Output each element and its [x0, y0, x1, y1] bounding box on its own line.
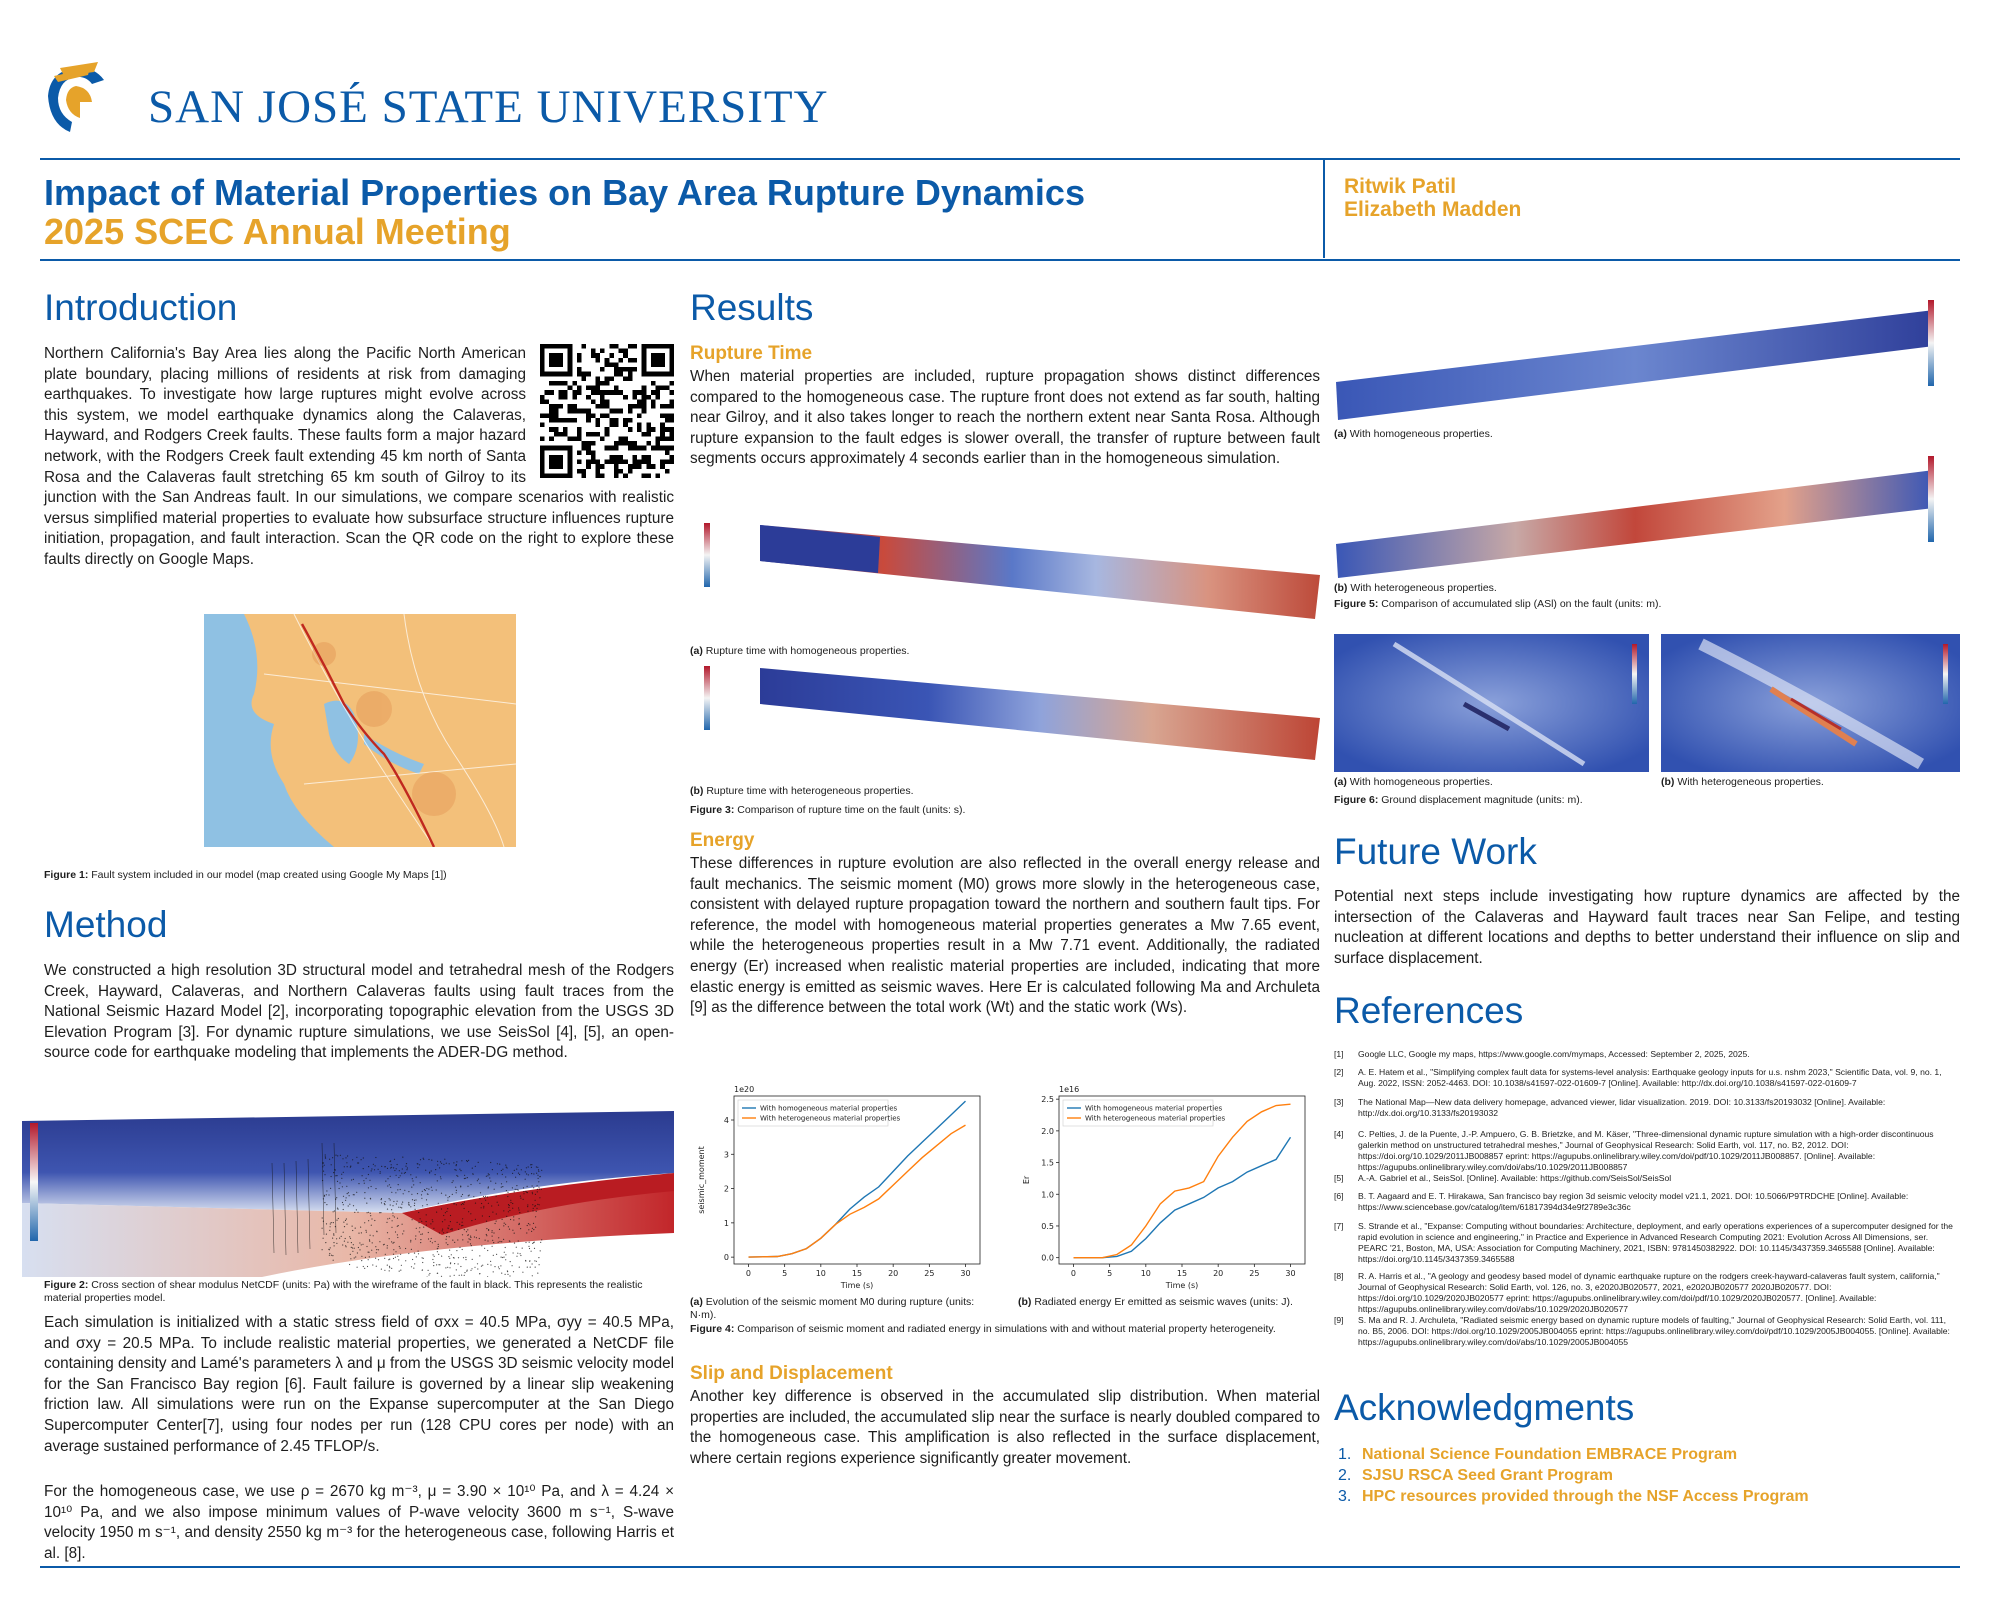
introduction-text: Northern California's Bay Area lies along the Pacific North American plate boundary, placing millions of residents at risk from damaging earthquakes. To investigate how large ruptures might evolve across this system, we model earthquake dynamics along the Calaveras, Hayward, and Rodgers Creek faults. These faults form a major hazard network, with the Rodgers Creek fault extending 45 km north of Santa Rosa and the Calaveras fault stretching 65 km south of Gilroy to its junction with the San Andreas fault. In our simulations, we compare scenarios with realistic versus simplified material properties to evaluate how subsurface structure influences rupture initiation, propagation, and fault interaction. Scan the QR code on the right to explore these faults directly on Google Maps. [44, 345, 674, 568]
rupture-time-homogeneous-plot [690, 515, 1320, 643]
author-2: Elizabeth Madden [1344, 198, 1522, 221]
x-tick-label: 20 [888, 1269, 899, 1278]
bay-area-map [204, 614, 516, 847]
seismic-moment-chart-svg [690, 1078, 990, 1296]
references-list [1334, 1049, 1960, 1375]
displacement-homogeneous-figure [1334, 634, 1649, 772]
rupture-time-heterogeneous-figure [690, 660, 1320, 778]
method-text-1: We constructed a high resolution 3D structural model and tetrahedral mesh of the Rodgers Creek, Hayward, Calaveras, and Northern Calaveras faults using fault traces from the National Seismic Hazard Model [2], incorporating topographic elevation from the USGS 3D Elevation Program [3]. For dynamic rupture simulations, we use SeisSol [4], [5], an open-source code for earthquake modeling that implements the ADER-DG method. [44, 962, 674, 1062]
references-heading: References [1334, 990, 1524, 1031]
figure-6a-caption: (a) With homogeneous properties. [1334, 776, 1493, 788]
reference-text: B. T. Aagaard and E. T. Hirakawa, San francisco bay region 3d seismic velocity model v21.1, 2021. DOI: 10.5066/P9TRDCHE [Online]. Available: https://www.sciencebase.gov/catalog/item/61817394d34e9f2789e3c36c [1358, 1191, 1909, 1212]
y-axis-label: Er [1022, 1175, 1031, 1185]
x-tick-label: 0 [1070, 1269, 1077, 1278]
slip-text: Another key difference is observed in the accumulated slip distribution. When material properties are included, the accumulated slip near the surface is nearly doubled compared to the homogeneous case. This amplification is also reflected in the surface displacement, where certain regions experience significantly greater movement. [690, 1388, 1320, 1467]
reference-number: [3] [1334, 1097, 1344, 1107]
displacement-homogeneous-plot [1334, 634, 1649, 772]
y-tick-label: 0 [723, 1253, 729, 1263]
displacement-heterogeneous-plot [1661, 634, 1960, 772]
footer-rule [40, 1566, 1960, 1568]
y-tick-label: 2.5 [1041, 1095, 1054, 1105]
reference-text: S. Strande et al., "Expanse: Computing without boundaries: Architecture, deployment, and early operations experiences of a supercomputer designed for the rapid evolution in science and engineering," in Practice and Experience in Advanced Research Computing 2021: Evolution Across All Dimensions, ser. PEARC '21, Boston, MA, USA: Association for Computing Machinery, 2021, ISBN: 9781450382922. DOI: 10.1145/3437359.3465588 [Online]. Available: https://doi.org/10.1145/3437359.3465588 [1358, 1221, 1953, 1264]
fault-map-figure [204, 614, 516, 847]
legend [1063, 1100, 1226, 1126]
reference-number: [8] [1334, 1271, 1344, 1281]
reference-text: Google LLC, Google my maps, https://www.google.com/mymaps, Accessed: September 2, 2025, 2025. [1358, 1049, 1750, 1059]
legend [738, 1100, 901, 1126]
reference-number: [2] [1334, 1067, 1344, 1077]
reference-text: R. A. Harris et al., "A geology and geodesy based model of dynamic earthquake rupture on the rodgers creek-hayward-calaveras fault system, california," Journal of Geophysical Research: Solid Earth, vol. 126, no. 3, e2020JB020577, 2021, e2020JB020577 2020JB020577. DOI: https://doi.org/10.1029/2020JB020577 eprint: https://agupubs.onlinelibrary.wiley.com/doi/pdf/10.1029/2020JB020577. [Online]. Available: https://agupubs.onlinelibrary.wiley.com/doi/abs/10.1029/2020JB020577 [1358, 1271, 1940, 1314]
header-rule-bottom [40, 259, 1960, 261]
rupture-time-text: When material properties are included, rupture propagation shows distinct differences compared to the homogeneous case. The rupture front does not extend as far south, halting near Gilroy, and it also takes longer to reach the northern extent near Santa Rosa. Although rupture expansion to the fault edges is slower overall, the transfer of rupture between fault segments occurs approximately 4 seconds earlier than in the homogeneous simulation. [690, 368, 1320, 468]
legend-entry: With heterogeneous material properties [1085, 1114, 1226, 1123]
slip-heading: Slip and Displacement [690, 1363, 893, 1384]
y-tick-label: 2 [723, 1184, 729, 1194]
scale-label: 1e16 [1059, 1085, 1080, 1094]
reference-item [1334, 1271, 1954, 1315]
y-tick-label: 1.5 [1041, 1158, 1054, 1168]
reference-number: [9] [1334, 1315, 1344, 1325]
x-tick-label: 5 [782, 1269, 788, 1278]
legend-entry: With homogeneous material properties [760, 1104, 898, 1113]
header-rule-top [40, 158, 1960, 160]
x-axis-label: Time (s) [840, 1281, 874, 1290]
figure-2-caption: Figure 2: Cross section of shear modulus NetCDF (units: Pa) with the wireframe of the fault in black. This represents the realistic material properties model. [44, 1279, 643, 1304]
figure-4a-caption: (a) Evolution of the seismic moment M0 during rupture (units: N·m). [690, 1296, 975, 1321]
y-tick-label: 0.0 [1041, 1253, 1054, 1263]
x-tick-label: 30 [960, 1269, 971, 1278]
figure-3a-caption: (a) Rupture time with homogeneous properties. [690, 645, 910, 657]
rupture-time-homogeneous-figure [690, 515, 1320, 643]
poster-subtitle: 2025 SCEC Annual Meeting [44, 211, 511, 252]
header-divider [1323, 160, 1325, 258]
acknowledgments-list [1338, 1444, 1809, 1507]
shear-modulus-figure [22, 1103, 674, 1277]
seismic-moment-chart [690, 1078, 990, 1296]
reference-number: [7] [1334, 1221, 1344, 1231]
figure-6-caption: Figure 6: Ground displacement magnitude (units: m). [1334, 794, 1583, 806]
figure-5a-caption: (a) With homogeneous properties. [1334, 428, 1493, 440]
x-tick-label: 15 [1176, 1269, 1188, 1278]
figure-5-caption: Figure 5: Comparison of accumulated slip (ASl) on the fault (units: m). [1334, 598, 1662, 610]
x-tick-label: 20 [1213, 1269, 1224, 1278]
figure-5b-caption: (b) With heterogeneous properties. [1334, 582, 1497, 594]
reference-text: S. Ma and R. J. Archuleta, "Radiated seismic energy based on dynamic rupture models of faulting," Journal of Geophysical Research: Solid Earth, vol. 111, no. B5, 2006. DOI: https://doi.org/10.1029/2005JB004055 eprint: https://agupubs.onlinelibrary.wiley.com/doi/pdf/10.1029/2005JB004055. [Online]. Available: https://agupubs.onlinelibrary.wiley.com/doi/abs/10.1029/2005JB004055 [1358, 1315, 1950, 1347]
x-tick-label: 30 [1285, 1269, 1296, 1278]
future-work-heading: Future Work [1334, 831, 1537, 872]
method-text-2: Each simulation is initialized with a static stress field of σxx = 40.5 MPa, σyy = 40.5 MPa, and σxy = 20.5 MPa. To include realistic material properties, we generated a NetCDF file containing density and Lamé's parameters λ and μ from the USGS 3D seismic velocity model for the San Francisco Bay region [6]. Fault failure is governed by a linear slip weakening friction law. All simulations were run on the Expanse supercomputer at the San Diego Supercomputer Center[7], using four nodes per run (128 CPU cores per node) with an average sustained performance of 2.45 TFLOP/s. [44, 1314, 674, 1455]
university-name: SAN JOSÉ STATE UNIVERSITY [148, 81, 829, 133]
reference-item [1334, 1315, 1954, 1348]
qr-code-icon [540, 344, 674, 478]
reference-number: [6] [1334, 1191, 1344, 1201]
author-1: Ritwik Patil [1344, 175, 1457, 198]
reference-item [1334, 1129, 1954, 1173]
energy-text: These differences in rupture evolution are also reflected in the overall energy release and fault mechanics. The seismic moment (M0) grows more slowly in the heterogeneous case, consistent with delayed rupture propagation toward the northern and southern fault tips. For reference, the model with homogeneous material properties generates a Mw 7.65 event, while the heterogeneous properties result in a Mw 7.71 event. Additionally, the radiated energy (Er) increased when realistic material properties are included, indicating that more elastic energy is emitted as seismic waves. Here Er is calculated following Ma and Archuleta [9] as the difference between the total work (Wt) and the static work (Ws). [690, 855, 1320, 1017]
qr-code[interactable] [540, 344, 674, 478]
reference-text: The National Map—New data delivery homepage, advanced viewer, lidar visualization. 2019. DOI: 10.3133/fs20193032 [Online]. Available: http://dx.doi.org/10.3133/fs20193032 [1358, 1097, 1886, 1118]
method-text-3: For the homogeneous case, we use ρ = 2670 kg m⁻³, μ = 3.90 × 10¹⁰ Pa, and λ = 4.24 × 10¹⁰ Pa, and we also impose minimum values of P-wave velocity 3600 m s⁻¹, S-wave velocity 1950 m s⁻¹, and density 2550 kg m⁻³ for the heterogeneous case, following Harris et al. [8]. [44, 1483, 674, 1562]
rupture-time-heading: Rupture Time [690, 343, 813, 364]
radiated-energy-chart-svg [1015, 1078, 1315, 1296]
reference-number: [4] [1334, 1129, 1344, 1139]
slip-heterogeneous-figure [1334, 452, 1960, 582]
slip-homogeneous-figure [1334, 296, 1960, 424]
radiated-energy-chart [1015, 1078, 1315, 1296]
acknowledgment-item: 3. HPC resources provided through the NSF Access Program [1338, 1488, 1809, 1505]
reference-text: C. Pelties, J. de la Puente, J.-P. Ampuero, G. B. Brietzke, and M. Käser, "Three-dimensional dynamic rupture simulation with a high-order discontinuous galerkin method on unstructured tetrahedral meshes," Journal of Geophysical Research: Solid Earth, vol. 117, no. B2, 2012. DOI: https://doi.org/10.1029/2011JB008857 eprint: https://agupubs.onlinelibrary.wiley.com/doi/pdf/10.1029/2011JB008857. [Online]. Available: https://agupubs.onlinelibrary.wiley.com/doi/abs/10.1029/2011JB008857 [1358, 1129, 1934, 1172]
energy-heading: Energy [690, 830, 755, 851]
y-tick-label: 3 [723, 1150, 729, 1160]
x-tick-label: 25 [924, 1269, 935, 1278]
spartan-helmet-icon [40, 58, 112, 140]
acknowledgment-item: 2. SJSU RSCA Seed Grant Program [1338, 1467, 1614, 1484]
method-heading: Method [44, 904, 168, 945]
rupture-time-heterogeneous-plot [690, 660, 1320, 778]
reference-number: [5] [1334, 1173, 1344, 1183]
y-axis-label: seismic_moment [697, 1146, 706, 1214]
reference-item [1334, 1191, 1954, 1213]
x-tick-label: 10 [1140, 1269, 1151, 1278]
introduction-heading: Introduction [44, 287, 238, 328]
scale-label: 1e20 [734, 1085, 755, 1094]
reference-item [1334, 1221, 1954, 1265]
legend-entry: With homogeneous material properties [1085, 1104, 1223, 1113]
x-tick-label: 0 [745, 1269, 752, 1278]
legend-entry: With heterogeneous material properties [760, 1114, 901, 1123]
x-tick-label: 25 [1249, 1269, 1260, 1278]
slip-homogeneous-plot [1334, 296, 1960, 424]
reference-text: A. E. Hatem et al., "Simplifying complex fault data for systems-level analysis: Earthquake geology inputs for u.s. nshm 2023," Scientific Data, vol. 9, no. 1, Aug. 2022, ISSN: 2052-4463. DOI: 10.1038/s41597-022-01609-7 [Online]. Available: http://dx.doi.org/10.1038/s41597-022-01609-7 [1358, 1067, 1942, 1088]
x-axis-label: Time (s) [1165, 1281, 1199, 1290]
y-tick-label: 1.0 [1041, 1190, 1054, 1200]
poster-title: Impact of Material Properties on Bay Area Rupture Dynamics [44, 172, 1085, 213]
y-tick-label: 1 [723, 1218, 729, 1228]
y-tick-label: 0.5 [1041, 1221, 1054, 1231]
slip-heterogeneous-plot [1334, 452, 1960, 582]
acknowledgments-heading: Acknowledgments [1334, 1387, 1635, 1428]
results-heading: Results [690, 287, 814, 328]
figure-6b-caption: (b) With heterogeneous properties. [1661, 776, 1824, 788]
figure-1-caption: Figure 1: Fault system included in our model (map created using Google My Maps [1]) [44, 869, 447, 881]
shear-modulus-cross-section [22, 1103, 674, 1277]
reference-item [1334, 1173, 1954, 1184]
future-work-text: Potential next steps include investigating how rupture dynamics are affected by the intersection of the Calaveras and Hayward fault traces near San Felipe, and testing nucleation at different locations and depths to better understand their influence on slip and surface displacement. [1334, 888, 1960, 967]
figure-3-caption: Figure 3: Comparison of rupture time on the fault (units: s). [690, 804, 966, 816]
displacement-heterogeneous-figure [1661, 634, 1960, 772]
acknowledgment-item: 1. National Science Foundation EMBRACE Program [1338, 1446, 1738, 1463]
sjsu-logo [40, 58, 112, 140]
reference-number: [1] [1334, 1049, 1344, 1059]
y-tick-label: 2.0 [1041, 1126, 1054, 1136]
figure-3b-caption: (b) Rupture time with heterogeneous properties. [690, 785, 914, 797]
x-tick-label: 15 [851, 1269, 863, 1278]
reference-item [1334, 1067, 1954, 1089]
reference-item [1334, 1097, 1954, 1119]
reference-text: A.-A. Gabriel et al., SeisSol. [Online]. Available: https://github.com/SeisSol/SeisSol [1358, 1173, 1672, 1183]
figure-4b-caption: (b) Radiated energy Er emitted as seismic waves (units: J). [1018, 1296, 1293, 1308]
reference-item [1334, 1049, 1954, 1060]
figure-4-caption: Figure 4: Comparison of seismic moment and radiated energy in simulations with and without material property heterogeneity. [690, 1323, 1276, 1335]
x-tick-label: 5 [1107, 1269, 1113, 1278]
x-tick-label: 10 [815, 1269, 826, 1278]
y-tick-label: 4 [723, 1116, 729, 1125]
